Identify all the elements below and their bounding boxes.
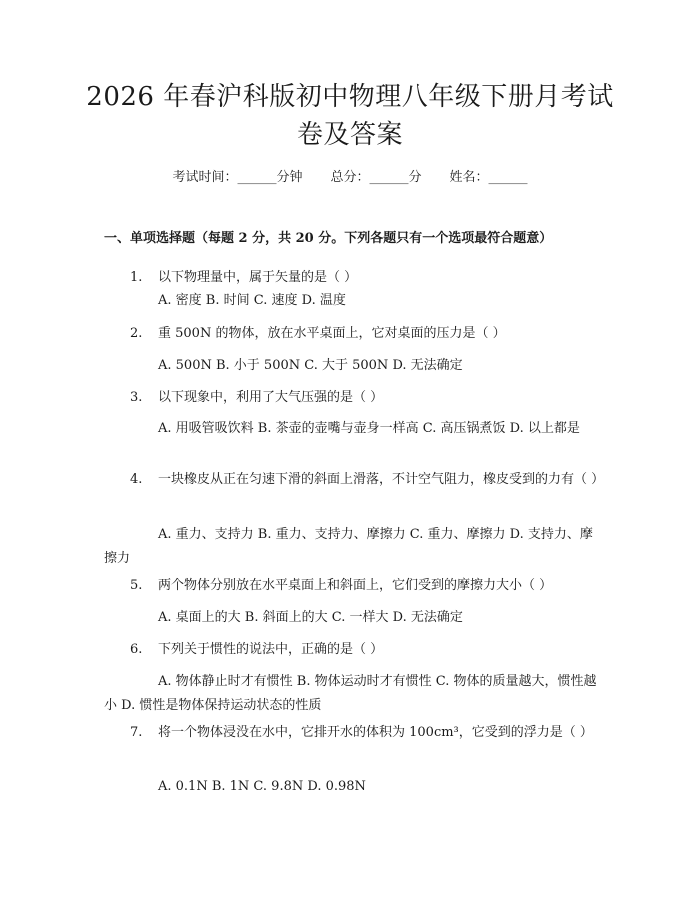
question-number: 7.: [130, 725, 143, 740]
question-3: [104, 386, 600, 410]
question-number: 5.: [130, 578, 143, 593]
question-number: 1.: [130, 270, 143, 285]
page-title-line-1: 2026 年春沪科版初中物理八年级下册月考试: [86, 82, 614, 112]
question-2: [104, 322, 600, 346]
question-number: 3.: [130, 390, 143, 405]
question-7-options: A. 0.1N B. 1N C. 9.8N D. 0.98N: [158, 779, 366, 794]
question-1-options: A. 密度 B. 时间 C. 速度 D. 温度: [158, 293, 346, 308]
question-3-options: A. 用吸管吸饮料 B. 茶壶的壶嘴与壶身一样高 C. 高压锅煮饭 D. 以上都是: [158, 421, 580, 436]
page-title-line-2: 卷及答案: [296, 120, 403, 150]
question-2-options: A. 500N B. 小于 500N C. 大于 500N D. 无法确定: [158, 358, 463, 373]
exam-info-row: [0, 168, 700, 188]
question-4-options: A. 重力、支持力 B. 重力、支持力、摩擦力 C. 重力、摩擦力 D. 支持力、摩擦力: [104, 527, 593, 566]
question-6-options: A. 物体静止时才有惯性 B. 物体运动时才有惯性 C. 物体的质量越大，惯性越小 D. 惯性是物体保持运动状态的性质: [104, 674, 597, 713]
question-5: [104, 574, 600, 598]
question-7: [104, 721, 600, 745]
question-number: 6.: [130, 642, 143, 657]
question-text: 以下物理量中，属于矢量的是（ ）: [158, 270, 358, 285]
question-number: 4.: [130, 472, 143, 487]
question-number: 2.: [130, 326, 143, 341]
student-name-field: 姓名：______: [449, 170, 528, 185]
total-score-field: 总分：______分: [330, 170, 422, 185]
question-text: 重 500N 的物体，放在水平桌面上，它对桌面的压力是（ ）: [158, 326, 506, 341]
question-1: [104, 266, 600, 290]
question-5-options: A. 桌面上的大 B. 斜面上的大 C. 一样大 D. 无法确定: [158, 610, 463, 625]
question-text: 将一个物体浸没在水中，它排开水的体积为 100cm³，它受到的浮力是（ ）: [158, 725, 593, 740]
question-text: 以下现象中，利用了大气压强的是（ ）: [158, 390, 384, 405]
question-text: 两个物体分别放在水平桌面上和斜面上，它们受到的摩擦力大小（ ）: [158, 578, 553, 593]
question-6: [104, 638, 600, 662]
section-heading: 一、单项选择题（每题 2 分，共 20 分。下列各题只有一个选项最符合题意）: [104, 231, 553, 246]
question-4: [104, 468, 605, 492]
question-text: 下列关于惯性的说法中，正确的是（ ）: [158, 642, 384, 657]
exam-time-field: 考试时间：______分钟: [172, 170, 303, 185]
question-text: 一块橡皮从正在匀速下滑的斜面上滑落，不计空气阻力，橡皮受到的力有（ ）: [158, 472, 605, 487]
